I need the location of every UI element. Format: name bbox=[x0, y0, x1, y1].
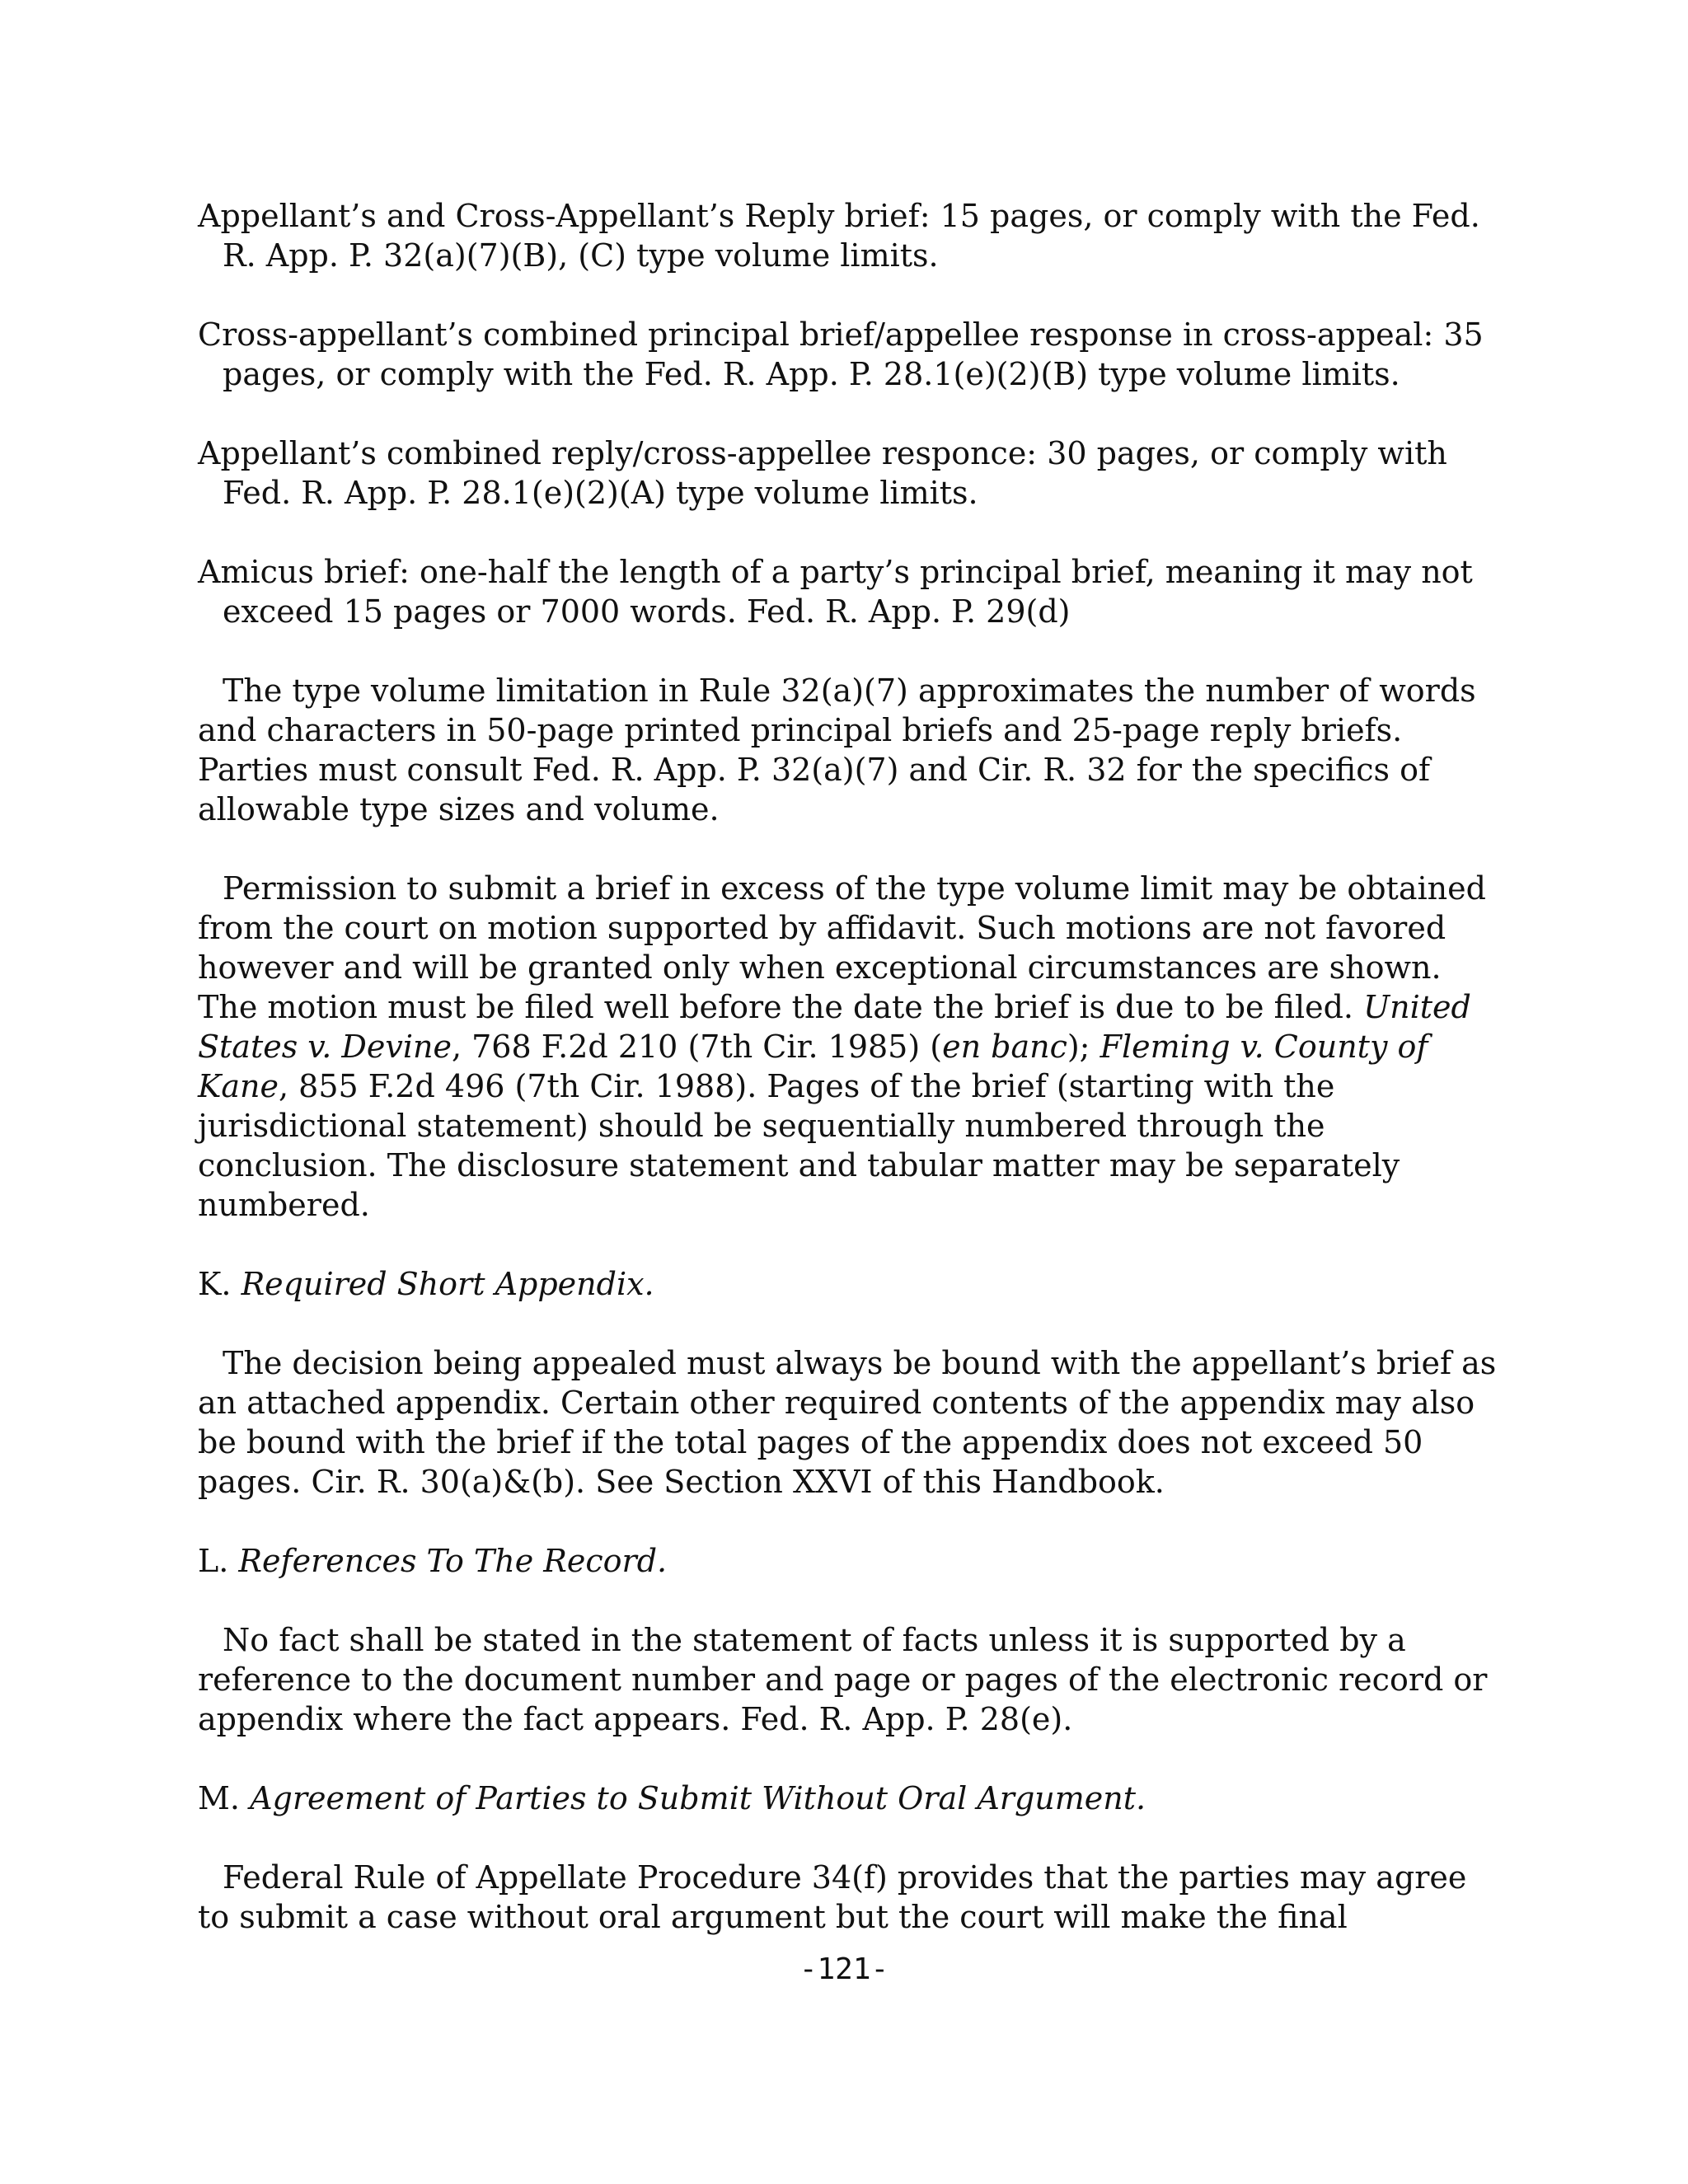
page-number: -121- bbox=[799, 1952, 889, 1986]
combined-reply-limit: Appellant’s combined reply/cross-appellee responce: 30 pages, or comply with Fed. R. App. P. 28.1(e)(2)(A) type volume limits. bbox=[198, 435, 1447, 511]
section-k-heading bbox=[198, 1264, 1500, 1304]
permission-text-1: Permission to submit a brief in excess of the type volume limit may be obtained from the court on motion supported by affidavit. Such motions are not favored however and will be granted only when exceptional circumstances are shown. The motion must be filed well before the date the brief is due to be filed. bbox=[198, 870, 1486, 1025]
section-l-body: No fact shall be stated in the statement of facts unless it is supported by a reference to the document number and page or pages of the electronic record or appendix where the fact appears. Fed. R. App. P. 28(e). bbox=[198, 1622, 1488, 1737]
section-l-title: References To The Record. bbox=[238, 1543, 668, 1579]
section-m-title: Agreement of Parties to Submit Without Oral Argument. bbox=[250, 1780, 1146, 1816]
case-citation-fleming: Fleming v. County of Kane bbox=[198, 1029, 1428, 1104]
reply-brief-limit: Appellant’s and Cross-Appellant’s Reply brief: 15 pages, or comply with the Fed. R. App. P. 32(a)(7)(B), (C) type volume limits. bbox=[198, 198, 1480, 274]
permission-paragraph bbox=[198, 869, 1500, 1225]
section-m-heading bbox=[198, 1779, 1500, 1818]
en-banc-note: en banc bbox=[942, 1029, 1067, 1065]
section-l-heading bbox=[198, 1541, 1500, 1581]
amicus-brief-limit: Amicus brief: one-half the length of a party’s principal brief, meaning it may not exceed 15 pages or 7000 words. Fed. R. App. P. 29(d) bbox=[198, 554, 1473, 630]
permission-text-3: ); bbox=[1067, 1029, 1100, 1065]
page-body bbox=[198, 196, 1500, 1976]
section-k-body: The decision being appealed must always be bound with the appellant’s brief as an attached appendix. Certain other required contents of the appendix may also be bound with the brief if the total pages of the appendix does not exceed 50 pages. Cir. R. 30(a)&(b). See Section XXVI of this Handbook. bbox=[198, 1345, 1497, 1500]
section-k-title: Required Short Appendix. bbox=[241, 1266, 654, 1302]
section-k-letter: K. bbox=[198, 1266, 232, 1302]
permission-text-2: , 768 F.2d 210 (7th Cir. 1985) ( bbox=[451, 1029, 943, 1065]
section-m-body: Federal Rule of Appellate Procedure 34(f) provides that the parties may agree to submit a case without oral argument but the court will make the final bbox=[198, 1859, 1467, 1935]
case-citation-devine: United States v. Devine bbox=[198, 989, 1471, 1065]
permission-text-4: , 855 F.2d 496 (7th Cir. 1988). Pages of the brief (starting with the jurisdictional statement) should be sequentially numbered through the conclusion. The disclosure statement and tabular matter may be separately numbered. bbox=[198, 1068, 1400, 1223]
type-volume-paragraph: The type volume limitation in Rule 32(a)(7) approximates the number of words and characters in 50-page printed principal briefs and 25-page reply briefs. Parties must consult Fed. R. App. P. 32(a)(7) and Cir. R. 32 for the specifics of allowable type sizes and volume. bbox=[198, 673, 1476, 827]
section-l-letter: L. bbox=[198, 1543, 229, 1579]
section-m-letter: M. bbox=[198, 1780, 240, 1816]
cross-appellant-brief-limit: Cross-appellant’s combined principal brief/appellee response in cross-appeal: 35 pages, or comply with the Fed. R. App. P. 28.1(e)(2)(B) type volume limits. bbox=[198, 316, 1484, 392]
